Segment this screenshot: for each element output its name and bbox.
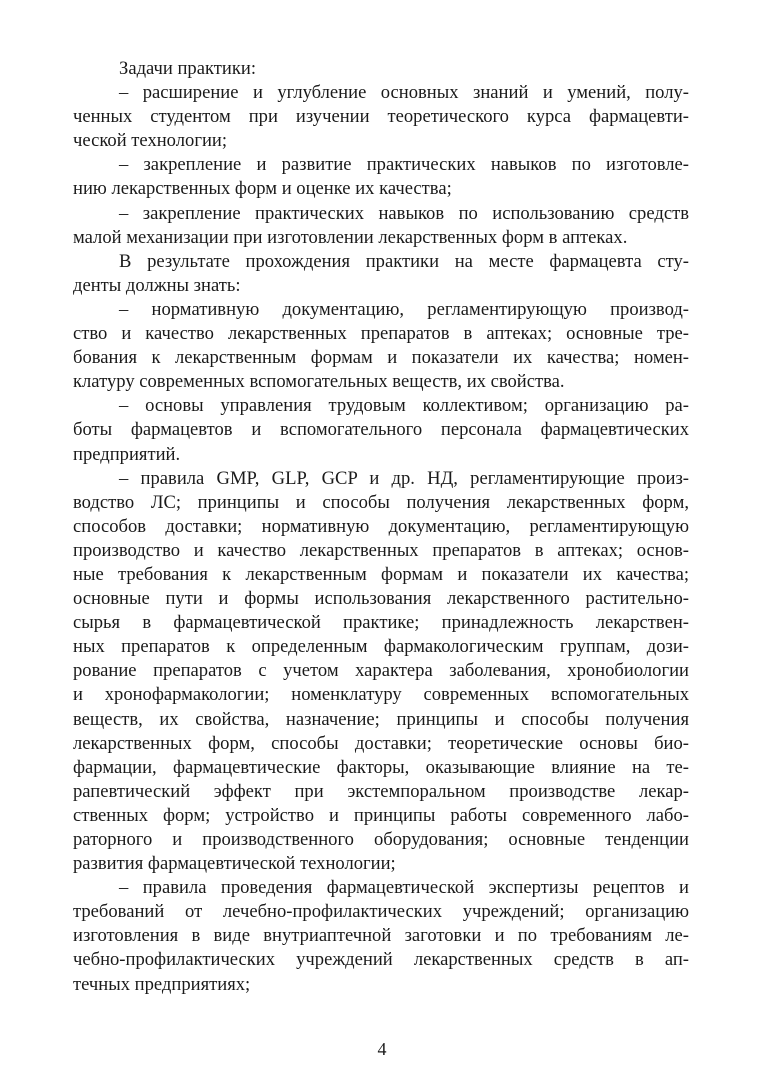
paragraph-line: нию лекарственных форм и оценке их качества; (73, 178, 452, 200)
paragraph-line: бования к лекарственным формам и показатели их качества; номен- (73, 347, 689, 369)
paragraph-line: В результате прохождения практики на месте фармацевта сту- (119, 250, 689, 272)
paragraph-line: предприятий. (73, 443, 181, 465)
paragraph-line: рование препаратов с учетом характера заболевания, хронобиологии (73, 660, 689, 682)
paragraph-line: ные требования к лекарственным формам и показатели их качества; (73, 563, 689, 585)
results-intro-paragraph (73, 250, 689, 298)
paragraph-line: веществ, их свойства, назначение; принципы и способы получения (73, 708, 689, 730)
knowledge-item (73, 394, 689, 466)
paragraph-line: – правила проведения фармацевтической экспертизы рецептов и (119, 877, 689, 899)
knowledge-item (73, 467, 689, 877)
paragraph-line: основные пути и формы использования лекарственного растительно- (73, 588, 689, 610)
paragraph-line: денты должны знать: (73, 274, 241, 296)
knowledge-item (73, 876, 689, 996)
page-body (73, 57, 689, 997)
paragraph-line: боты фармацевтов и вспомогательного персонала фармацевтических (73, 419, 689, 441)
paragraph-line: развития фармацевтической технологии; (73, 853, 396, 875)
paragraph-line: – нормативную документацию, регламентирующую производ- (119, 298, 689, 320)
paragraph-line: и хронофармакологии; номенклатуру современных вспомогательных (73, 684, 689, 706)
knowledge-item (73, 298, 689, 394)
paragraph-line: ных препаратов к определенным фармакологическим группам, дози- (73, 636, 689, 658)
task-item (73, 81, 689, 153)
paragraph-line: Задачи практики: (119, 58, 257, 79)
paragraph-line: сырья в фармацевтической практике; принадлежность лекарствен- (73, 612, 689, 634)
heading-paragraph (73, 57, 689, 81)
paragraph-line: – правила GMP, GLP, GCP и др. НД, регламентирующие произ- (119, 467, 689, 489)
paragraph-line: изготовления в виде внутриаптечной заготовки и по требованиям ле- (73, 925, 689, 947)
paragraph-line: ческой технологии; (73, 130, 228, 152)
paragraph-line: малой механизации при изготовлении лекарственных форм в аптеках. (73, 226, 628, 248)
paragraph-line: ство и качество лекарственных препаратов в аптеках; основные тре- (73, 323, 689, 345)
paragraph-line: ченных студентом при изучении теоретического курса фармацевти- (73, 106, 689, 128)
paragraph-line: способов доставки; нормативную документацию, регламентирующую (73, 515, 689, 537)
paragraph-line: течных предприятиях; (73, 973, 251, 995)
paragraph-line: – расширение и углубление основных знаний и умений, полу- (119, 82, 689, 104)
paragraph-line: производство и качество лекарственных препаратов в аптеках; основ- (73, 539, 689, 561)
paragraph-line: – закрепление и развитие практических навыков по изготовле- (119, 154, 689, 176)
paragraph-line: – основы управления трудовым коллективом; организацию ра- (119, 395, 689, 417)
paragraph-line: чебно-профилактических учреждений лекарственных средств в ап- (73, 949, 689, 971)
paragraph-line: требований от лечебно-профилактических учреждений; организацию (73, 901, 689, 923)
paragraph-line: рапевтический эффект при экстемпоральном производстве лекар- (73, 780, 689, 802)
paragraph-line: лекарственных форм, способы доставки; теоретические основы био- (73, 732, 689, 754)
paragraph-line: фармации, фармацевтические факторы, оказывающие влияние на те- (73, 756, 689, 778)
paragraph-line: клатуру современных вспомогательных веществ, их свойства. (73, 371, 565, 393)
paragraph-line: раторного и производственного оборудования; основные тенденции (73, 829, 689, 850)
paragraph-line: водство ЛС; принципы и способы получения лекарственных форм, (73, 491, 689, 513)
task-item (73, 153, 689, 201)
task-item (73, 202, 689, 250)
paragraph-line: ственных форм; устройство и принципы работы современного лабо- (73, 804, 689, 826)
page-number: 4 (377, 1039, 387, 1059)
paragraph-line: – закрепление практических навыков по использованию средств (119, 202, 689, 224)
